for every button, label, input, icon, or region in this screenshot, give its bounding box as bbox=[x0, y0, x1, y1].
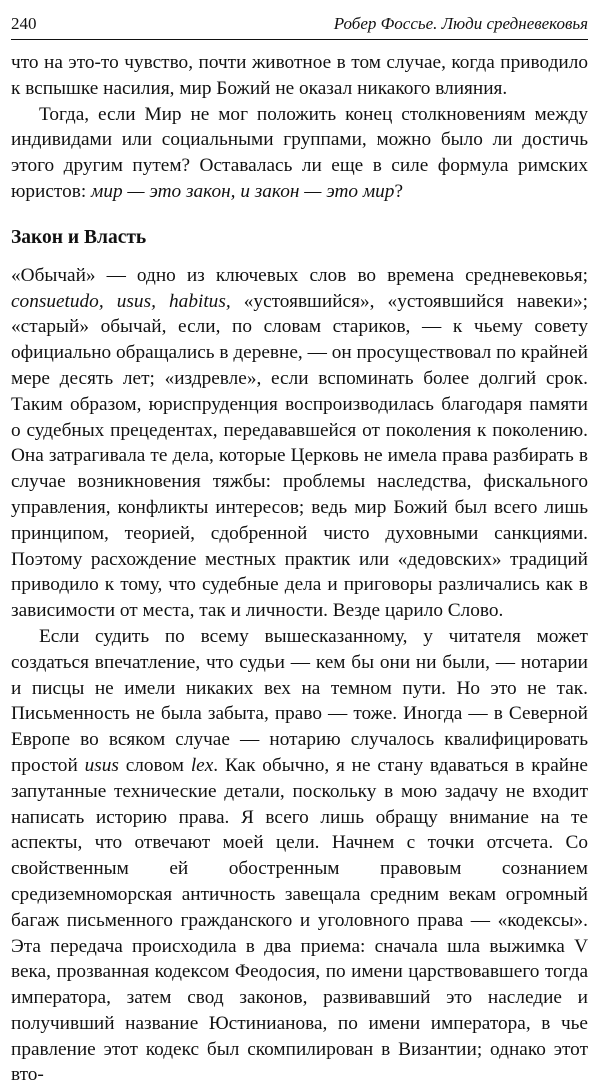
paragraph-text: словом bbox=[118, 754, 191, 776]
paragraph-text: Если судить по всему вышесказанному, у читателя может создаться впечатление, что судьи — кем бы они ни были, — нотарии и писцы не имели никаких вех на темном пути. Но это не так. Письменность не была забыта, право — тоже. Иногда — в Северной Европе во всяком случае — нотарию случалось квалифицировать простой bbox=[11, 625, 588, 776]
term-lex: lex bbox=[190, 754, 214, 776]
running-title: Робер Фоссье. Люди средневековья bbox=[333, 14, 588, 33]
latin-terms: consuetudo, usus, habitus, bbox=[11, 290, 231, 312]
paragraph-custom bbox=[11, 263, 588, 624]
paragraph-text: . Как обычно, я не стану вдаваться в крайне запутанные технические детали, поскольку в мою задачу не входит написать историю права. Я всего лишь обращу внимание на те аспекты, что отвечают моей цели. Начнем с точки отсчета. Со свойственным ей обостренным правовым сознанием средиземноморская античность завещала средним векам огромный багаж письменного гражданского и уголовного права — «кодексы». Эта передача происходила в два приема: сначала шла выжимка V века, прозванная кодексом Феодосия, по имени царствовавшего тогда императора, затем свод законов, развивавший это наследие и получивший название Юстинианова, по имени императора, в чье правление этот кодекс был скомпилирован в Византии; однако этот вто- bbox=[11, 754, 588, 1086]
paragraph-question bbox=[11, 102, 588, 205]
paragraph-text: «устоявшийся», «устоявшийся навеки»; «старый» обычай, если, по словам стариков, — к чьему совету официально обращались в деревне, — он просуществовал по крайней мере десять лет; «издревле», если вспоминать более долгий срок. Таким образом, юриспруденция воспроизводилась благодаря памяти о судебных прецедентах, передававшейся от поколения к поколению. Она затрагивала те дела, которые Церковь не имела права разбирать в случае возникновения тяжбы: проблемы наследства, фискального управления, конфликты интересов; ведь мир Божий был всего лишь принципом, теорией, сдобренной чисто духовными санкциями. Поэтому расхождение местных практик или «дедовских» традиций приводило к тому, что судебные дела и приговоры различались как в зависимости от места, так и личности. Везде царило Слово. bbox=[11, 290, 588, 622]
page-header bbox=[11, 0, 588, 40]
question-mark: ? bbox=[394, 180, 403, 202]
section-heading: Закон и Власть bbox=[11, 226, 147, 248]
page-body bbox=[11, 50, 588, 1088]
paragraph-text: Тогда, если Мир не мог положить конец столкновениям между индивидами или социальными группами, можно было ли достичь этого другим путем? Оставалась ли еще в силе формула римских юристов: bbox=[11, 103, 588, 202]
paragraph-written-law bbox=[11, 624, 588, 1088]
roman-formula-quote: мир — это закон, и закон — это мир bbox=[91, 180, 395, 202]
term-usus: usus bbox=[84, 754, 119, 776]
page-number: 240 bbox=[11, 14, 37, 33]
paragraph-continuation: что на это-то чувство, почти животное в том случае, когда приводило к вспышке насилия, мир Божий не оказал никакого влияния. bbox=[11, 52, 588, 99]
paragraph-text: «Обычай» — одно из ключевых слов во времена средневековья; bbox=[11, 264, 588, 286]
